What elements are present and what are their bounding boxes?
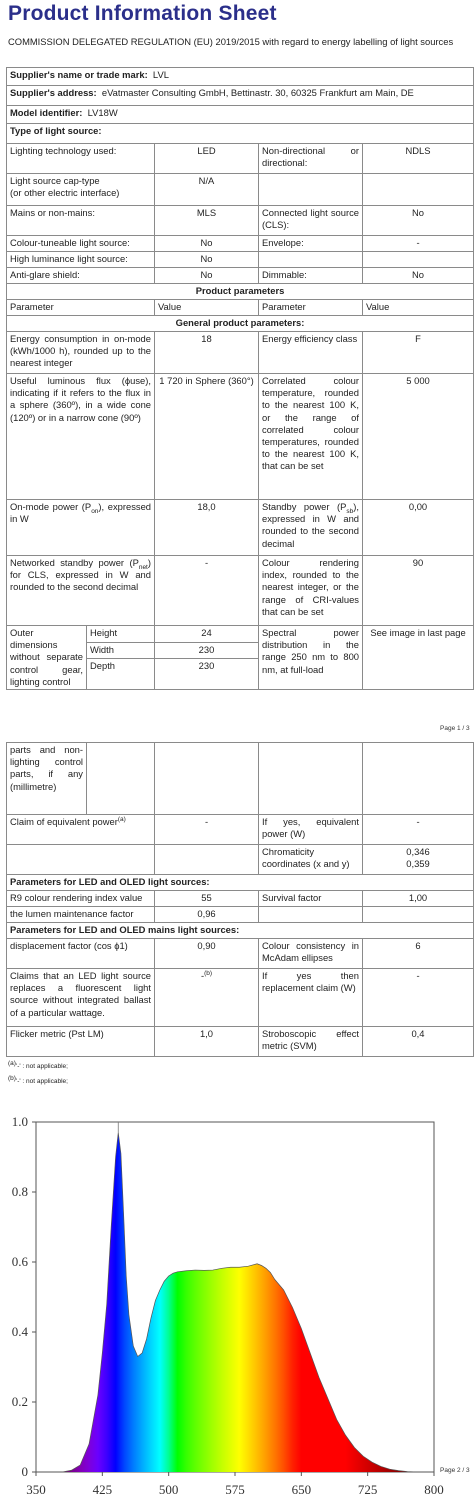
page-title: Product Information Sheet (8, 2, 277, 25)
spectral-power-distribution-chart (0, 1108, 474, 1500)
high-luminance-empty-1 (259, 252, 363, 268)
value-header-1: Value (155, 300, 259, 316)
supplier-name-label: Supplier's name or trade mark: (10, 69, 148, 80)
lighting-technology-value: LED (155, 144, 259, 174)
directional-value: NDLS (363, 144, 474, 174)
high-luminance-value: No (155, 252, 259, 268)
lighting-technology-label: Lighting technology used: (7, 144, 155, 174)
cls-label: Connected light source (CLS): (259, 206, 363, 236)
survival-factor-label: Survival factor (259, 891, 363, 907)
flicker-value: 1,0 (155, 1027, 259, 1057)
dimensions-continued-row (7, 743, 474, 815)
y-tick-label: 0.6 (11, 1254, 28, 1269)
general-heading-row (7, 316, 474, 332)
general-heading: General product parameters: (7, 316, 474, 332)
width-value: 230 (155, 642, 259, 659)
dimensions-cont-empty-4 (363, 743, 474, 815)
cap-type-value: N/A (155, 174, 259, 206)
chromaticity-empty-1 (7, 845, 155, 875)
on-mode-row (7, 500, 474, 556)
supplier-address-row (7, 86, 474, 106)
x-tick-label: 800 (424, 1482, 444, 1497)
equivalent-power-w-value: - (363, 815, 474, 845)
x-tick-label: 575 (225, 1482, 245, 1497)
chromaticity-empty-2 (155, 845, 259, 875)
y-tick-label: 0.4 (11, 1324, 28, 1339)
equivalent-power-w-label: If yes, equivalent power (W) (259, 815, 363, 845)
lumen-empty-2 (363, 907, 474, 923)
dimensions-label-part-2: parts and non-lighting control parts, if any (millimetre) (7, 743, 87, 815)
model-identifier-row (7, 106, 474, 124)
networked-row (7, 556, 474, 626)
spd-value: See image in last page (363, 626, 474, 690)
dimmable-label: Dimmable: (259, 268, 363, 284)
energy-value: 18 (155, 332, 259, 374)
cri-value: 90 (363, 556, 474, 626)
cls-value: No (363, 206, 474, 236)
chromaticity-value (363, 845, 474, 875)
svm-label: Stroboscopic effect metric (SVM) (259, 1027, 363, 1057)
efficiency-class-label: Energy efficiency class (259, 332, 363, 374)
chromaticity-row (7, 845, 474, 875)
on-mode-label: On-mode power $(P_{on})$, expressed in W (7, 500, 155, 556)
replacement-claim-value: - (363, 969, 474, 1027)
cri-label: Colour rendering index, rounded to the nearest integer, or the range of CRI-values that can be set (259, 556, 363, 626)
dimensions-cont-empty-1 (87, 743, 155, 815)
x-tick-label: 725 (357, 1482, 378, 1497)
supplier-address-value: eVatmaster Consulting GmbH, Bettinastr. 30, 60325 Frankfurt am Main, DE (101, 87, 414, 98)
dimensions-row-height (7, 626, 474, 643)
footnote-b: $^{(b)}$'-' : not applicable; (8, 1074, 68, 1085)
envelope-label: Envelope: (259, 236, 363, 252)
led-heading: Parameters for LED and OLED light sources: (7, 875, 474, 891)
y-tick-label: 1.0 (11, 1114, 28, 1129)
supplier-name-row (7, 68, 474, 86)
info-table-page-2 (6, 742, 474, 1057)
x-tick-label: 350 (26, 1482, 46, 1497)
value-header-2: Value (363, 300, 474, 316)
parameter-header-row (7, 300, 474, 316)
claims-label: Claims that an LED light source replaces a fluorescent light source without integrated ballast of a particular wattage. (7, 969, 155, 1027)
parameter-header-1: Parameter (7, 300, 155, 316)
mains-heading: Parameters for LED and OLED mains light sources: (7, 923, 474, 939)
envelope-value: - (363, 236, 474, 252)
model-identifier-label: Model identifier: (10, 107, 83, 118)
replacement-claim-label: If yes then replacement claim (W) (259, 969, 363, 1027)
efficiency-class-value: F (363, 332, 474, 374)
networked-label: Networked standby power $(P_{net})$ for CLS, expressed in W and rounded to the second decimal (7, 556, 155, 626)
page-number-2: Page 2 / 3 (440, 1467, 470, 1474)
dimmable-value: No (363, 268, 474, 284)
equivalent-power-row (7, 815, 474, 845)
flicker-row (7, 1027, 474, 1057)
lumen-maintenance-value: 0,96 (155, 907, 259, 923)
mains-row (7, 206, 474, 236)
cap-type-empty-2 (363, 174, 474, 206)
energy-label: Energy consumption in on-mode (kWh/1000 h), rounded up to the nearest integer (7, 332, 155, 374)
cct-value: 5 000 (363, 374, 474, 500)
height-label: Height (87, 626, 155, 643)
lumen-maintenance-row (7, 907, 474, 923)
mains-label: Mains or non-mains: (7, 206, 155, 236)
height-value: 24 (155, 626, 259, 643)
anti-glare-label: Anti-glare shield: (7, 268, 155, 284)
chromaticity-label: Chromaticity coordinates (x and y) (259, 845, 363, 875)
colour-tuneable-row (7, 236, 474, 252)
claims-row (7, 969, 474, 1027)
colour-tuneable-value: No (155, 236, 259, 252)
regulation-reference: COMMISSION DELEGATED REGULATION (EU) 2019/2015 with regard to energy labelling of light sources (8, 36, 454, 47)
high-luminance-label: High luminance light source: (7, 252, 155, 268)
cct-label: Correlated colour temperature, rounded to the nearest 100 K, or the range of correlated colour temperatures, rounded to the nearest 100 K, that can be set (259, 374, 363, 500)
parameter-header-2: Parameter (259, 300, 363, 316)
colour-tuneable-label: Colour-tuneable light source: (7, 236, 155, 252)
cap-type-label: Light source cap-type (or other electric interface) (7, 174, 155, 206)
footnote-ref-b: (b) (204, 969, 213, 977)
on-mode-value: 18,0 (155, 500, 259, 556)
flux-label: Useful luminous flux (ϕuse), indicating if it refers to the flux in a sphere (360º), in a wide cone (120º) or in a narrow cone (90º) (7, 374, 155, 500)
r9-value: 55 (155, 891, 259, 907)
spd-label: Spectral power distribution in the range 250 nm to 800 nm, at full-load (259, 626, 363, 690)
mains-heading-row (7, 923, 474, 939)
anti-glare-row (7, 268, 474, 284)
product-parameters-row (7, 284, 474, 300)
lumen-empty-1 (259, 907, 363, 923)
y-tick-label: 0 (21, 1464, 28, 1479)
energy-row (7, 332, 474, 374)
model-identifier-value: LV18W (87, 107, 118, 118)
product-parameters-heading: Product parameters (7, 284, 474, 300)
lighting-technology-row (7, 144, 474, 174)
colour-consistency-label: Colour consistency in McAdam ellipses (259, 939, 363, 969)
chromaticity-x: 0,346 (406, 846, 430, 857)
flux-value: 1 720 in Sphere (360°) (155, 374, 259, 500)
width-label: Width (87, 642, 155, 659)
supplier-address-label: Supplier's address: (10, 87, 97, 98)
mains-value: MLS (155, 206, 259, 236)
y-tick-label: 0.8 (11, 1184, 28, 1199)
equivalent-power-value: - (155, 815, 259, 845)
type-heading: Type of light source: (7, 124, 474, 144)
supplier-name-value: LVL (152, 69, 169, 80)
displacement-label: displacement factor (cos ϕ1) (7, 939, 155, 969)
standby-label: Standby power $(P_{sb})$, expressed in W and rounded to the second decimal (259, 500, 363, 556)
dimensions-cont-empty-2 (155, 743, 259, 815)
dimensions-label-part-1: Outer dimensions without separate control gear, lighting control (7, 626, 87, 690)
displacement-value: 0,90 (155, 939, 259, 969)
footnote-ref-a: (a) (117, 815, 126, 823)
flicker-label: Flicker metric (Pst LM) (7, 1027, 155, 1057)
x-tick-label: 500 (158, 1482, 179, 1497)
y-tick-label: 0.2 (11, 1394, 28, 1409)
led-heading-row (7, 875, 474, 891)
svm-value: 0,4 (363, 1027, 474, 1057)
anti-glare-value: No (155, 268, 259, 284)
networked-value: - (155, 556, 259, 626)
flux-row (7, 374, 474, 500)
r9-label: R9 colour rendering index value (7, 891, 155, 907)
info-table-page-1 (6, 67, 474, 690)
x-tick-label: 425 (92, 1482, 113, 1497)
high-luminance-row (7, 252, 474, 268)
colour-consistency-value: 6 (363, 939, 474, 969)
cap-type-empty-1 (259, 174, 363, 206)
r9-row (7, 891, 474, 907)
standby-value: 0,00 (363, 500, 474, 556)
footnote-a: $^{(a)}$'-' : not applicable; (8, 1059, 68, 1070)
lumen-maintenance-label: the lumen maintenance factor (7, 907, 155, 923)
dimensions-cont-empty-3 (259, 743, 363, 815)
survival-factor-value: 1,00 (363, 891, 474, 907)
depth-label: Depth (87, 659, 155, 690)
chromaticity-y: 0,359 (406, 858, 430, 870)
directional-label: Non-directional or directional: (259, 144, 363, 174)
page-number-1: Page 1 / 3 (440, 725, 470, 732)
cap-type-row (7, 174, 474, 206)
high-luminance-empty-2 (363, 252, 474, 268)
x-tick-label: 650 (291, 1482, 312, 1497)
displacement-row (7, 939, 474, 969)
type-heading-row (7, 124, 474, 144)
claims-value: -$^{(b)}$ (155, 969, 259, 1027)
equivalent-power-label: Claim of equivalent power$^{(a)}$ (7, 815, 155, 845)
depth-value: 230 (155, 659, 259, 690)
